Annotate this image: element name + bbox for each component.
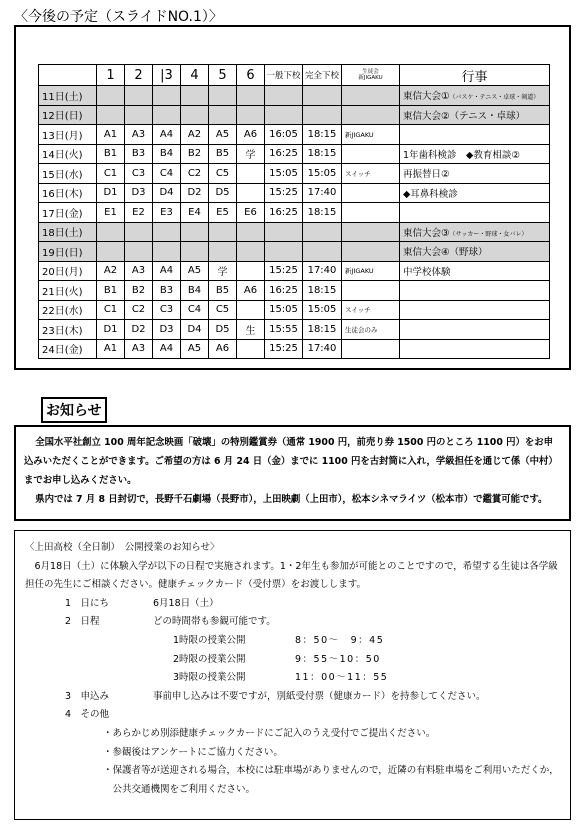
student-council-cell	[342, 242, 400, 262]
period-cell: A3	[125, 339, 153, 359]
period-cell	[181, 86, 209, 106]
event-text: 再振替日②	[403, 169, 450, 181]
period-cell: 学	[237, 144, 265, 164]
item1-label: 1 日にち	[65, 597, 110, 609]
schedule-row	[39, 300, 550, 320]
period-cell: A3	[125, 125, 153, 145]
period-cell: D4	[181, 320, 209, 340]
day-cell: 16日(木)	[39, 183, 97, 203]
period-cell	[97, 242, 125, 262]
header-cell	[39, 65, 97, 86]
full-dismissal-cell: 17:40	[303, 183, 342, 203]
period-cell: C3	[125, 164, 153, 184]
open-class-intro: 6月18日（土）に体験入学が以下の日程で実施されます。1・2年生も参加が可能とのことですので，希望する生徒は各学級担任の先生にご相談ください。健康チェックカード（受付票）をお渡しします。	[25, 560, 558, 591]
period-cell: C2	[125, 300, 153, 320]
period-cell: C5	[209, 300, 237, 320]
period-cell: A6	[237, 281, 265, 301]
period-cell: D2	[125, 320, 153, 340]
item3-value: 事前申し込みは不要ですが，別紙受付票（健康カード）を持参してください。	[153, 690, 486, 702]
student-council-cell: 新JIGAKU	[342, 125, 400, 145]
period-cell: A1	[97, 125, 125, 145]
period-cell	[125, 222, 153, 242]
note-item: ・保護者等が送迎される場合，本校には駐車場がありませんので，近隣の有料駐車場をご利用いただくか，公共交通機関をご利用ください。	[103, 765, 559, 795]
header-cell: 6	[237, 65, 265, 86]
full-dismissal-cell: 18:15	[303, 125, 342, 145]
period-cell	[97, 105, 125, 125]
general-dismissal-cell: 15:25	[265, 183, 303, 203]
header-cell: 5	[209, 65, 237, 86]
event-subtext: （バスケ・テニス・卓球・剣道）	[449, 94, 540, 102]
period-cell: B1	[97, 281, 125, 301]
item2-value: どの時間帯も参観可能です。	[153, 616, 276, 628]
general-dismissal-cell: 15:05	[265, 164, 303, 184]
open-class-heading: 〈上田高校（全日制） 公開授業のお知らせ〉	[25, 542, 220, 553]
period-cell: 学	[209, 261, 237, 281]
period-cell	[209, 242, 237, 262]
period-cell	[209, 105, 237, 125]
period-cell: C1	[97, 164, 125, 184]
period-cell: E3	[153, 203, 181, 223]
full-dismissal-cell: 17:40	[303, 339, 342, 359]
day-cell: 11日(土)	[39, 86, 97, 106]
period-cell	[125, 242, 153, 262]
student-council-cell	[342, 144, 400, 164]
header-cell: 一般下校	[265, 65, 303, 86]
event-text: 中学校体験	[403, 266, 451, 278]
schedule-row	[39, 203, 550, 223]
general-dismissal-cell: 15:25	[265, 339, 303, 359]
full-dismissal-cell: 18:15	[303, 320, 342, 340]
period-cell	[153, 222, 181, 242]
period-time: 11：00～11：55	[295, 672, 389, 684]
open-class-box	[14, 530, 571, 820]
period-cell: A4	[153, 125, 181, 145]
day-cell: 17日(金)	[39, 203, 97, 223]
period-cell: A6	[237, 125, 265, 145]
event-subtext: （サッカー・野球・女バレ）	[449, 230, 528, 238]
period-cell: D5	[209, 183, 237, 203]
general-dismissal-cell: 15:25	[265, 261, 303, 281]
period-time: 9：55～10：50	[295, 653, 381, 665]
note-item: ・あらかじめ別添健康チェックカードにご記入のうえ受付でご提出ください。	[103, 727, 436, 739]
period-cell: D2	[181, 183, 209, 203]
period-cell: D5	[209, 320, 237, 340]
header-cell: 行事	[400, 65, 550, 86]
event-cell	[400, 261, 550, 281]
full-dismissal-cell: 15:05	[303, 164, 342, 184]
event-text: 東信大会②（テニス・卓球）	[403, 110, 526, 122]
full-dismissal-cell	[303, 86, 342, 106]
header-cell: |3	[153, 65, 181, 86]
full-dismissal-cell	[303, 242, 342, 262]
period-cell	[237, 339, 265, 359]
period-cell: E1	[97, 203, 125, 223]
period-cell	[97, 222, 125, 242]
day-cell: 20日(月)	[39, 261, 97, 281]
period-cell: A5	[209, 125, 237, 145]
period-cell: B5	[209, 281, 237, 301]
period-cell: A5	[181, 339, 209, 359]
period-cell	[237, 222, 265, 242]
period-cell: B4	[153, 144, 181, 164]
period-cell	[153, 242, 181, 262]
schedule-row	[39, 86, 550, 106]
period-cell	[153, 86, 181, 106]
student-council-cell	[342, 222, 400, 242]
full-dismissal-cell: 18:15	[303, 203, 342, 223]
schedule-row	[39, 261, 550, 281]
period-cell: B3	[153, 281, 181, 301]
period-cell: A3	[125, 261, 153, 281]
day-cell: 23日(木)	[39, 320, 97, 340]
general-dismissal-cell	[265, 86, 303, 106]
notice-paragraph-2: 県内では 7 月 8 日封切で，長野千石劇場（長野市），上田映劇（上田市），松本シネマライツ（松本市）で鑑賞可能です。	[35, 494, 548, 505]
general-dismissal-cell: 16:25	[265, 203, 303, 223]
schedule-row	[39, 144, 550, 164]
student-council-cell	[342, 339, 400, 359]
event-cell	[400, 320, 550, 340]
period-cell: C4	[153, 164, 181, 184]
event-cell	[400, 164, 550, 184]
day-cell: 22日(水)	[39, 300, 97, 320]
notice-paragraph-1: 全国水平社創立 100 周年記念映画「破壊」の特別鑑賞券（通常 1900 円，前売り券 1500 円のところ 1100 円）をお申込みいただくことができます。ご希望の方は 6 月 24 日（金）までに 1100 円を古封筒に入れ，学級担任を通じて係（中村）までお申し込みください。	[24, 437, 558, 486]
period-cell	[181, 105, 209, 125]
student-council-cell: スイッチ	[342, 164, 400, 184]
period-cell: D3	[153, 320, 181, 340]
period-cell: A6	[209, 339, 237, 359]
day-cell: 13日(月)	[39, 125, 97, 145]
header-cell: 4	[181, 65, 209, 86]
general-dismissal-cell	[265, 222, 303, 242]
period-time: 8：50～ 9：45	[295, 634, 385, 646]
general-dismissal-cell: 15:55	[265, 320, 303, 340]
full-dismissal-cell: 18:15	[303, 281, 342, 301]
schedule-title: 〈今後の予定（スライドNO.1）〉	[14, 9, 223, 25]
student-council-cell: 新JIGAKU	[342, 261, 400, 281]
full-dismissal-cell: 15:05	[303, 300, 342, 320]
student-council-cell	[342, 203, 400, 223]
schedule-row	[39, 281, 550, 301]
event-cell	[400, 86, 550, 106]
item3-label: 3 申込み	[65, 690, 110, 702]
schedule-row	[39, 105, 550, 125]
period-cell	[209, 222, 237, 242]
general-dismissal-cell: 16:25	[265, 281, 303, 301]
schedule-row	[39, 164, 550, 184]
day-cell: 14日(火)	[39, 144, 97, 164]
period-cell	[181, 222, 209, 242]
event-text: ◆耳鼻科検診	[403, 188, 458, 200]
event-cell	[400, 222, 550, 242]
student-council-cell	[342, 86, 400, 106]
period-cell: 生	[237, 320, 265, 340]
day-cell: 19日(日)	[39, 242, 97, 262]
period-cell: E4	[181, 203, 209, 223]
full-dismissal-cell	[303, 222, 342, 242]
period-cell: D1	[97, 183, 125, 203]
student-council-cell: スイッチ	[342, 300, 400, 320]
period-cell: A2	[97, 261, 125, 281]
item1-value: 6月18日（土）	[153, 597, 219, 609]
period-cell	[237, 86, 265, 106]
period-cell: B3	[125, 144, 153, 164]
period-cell	[153, 105, 181, 125]
header-cell: 生徒会 新JIGAKU	[342, 65, 400, 86]
period-cell	[181, 242, 209, 262]
schedule-row	[39, 222, 550, 242]
period-cell: E5	[209, 203, 237, 223]
period-cell: C5	[209, 164, 237, 184]
schedule-row	[39, 242, 550, 262]
period-cell: E2	[125, 203, 153, 223]
period-cell: E6	[237, 203, 265, 223]
general-dismissal-cell: 16:05	[265, 125, 303, 145]
schedule-row	[39, 339, 550, 359]
event-cell	[400, 339, 550, 359]
general-dismissal-cell	[265, 105, 303, 125]
day-cell: 24日(金)	[39, 339, 97, 359]
period-cell: A2	[181, 125, 209, 145]
period-name: 3時限の授業公開	[173, 672, 246, 684]
event-text: 東信大会①	[403, 91, 450, 103]
student-council-cell	[342, 183, 400, 203]
day-cell: 15日(水)	[39, 164, 97, 184]
full-dismissal-cell	[303, 105, 342, 125]
event-text: 東信大会③	[403, 227, 450, 239]
schedule-row	[39, 183, 550, 203]
period-cell	[237, 183, 265, 203]
event-text: 東信大会④（野球）	[403, 247, 488, 259]
general-dismissal-cell	[265, 242, 303, 262]
period-cell: B5	[209, 144, 237, 164]
period-cell: D1	[97, 320, 125, 340]
period-cell	[237, 164, 265, 184]
schedule-row	[39, 320, 550, 340]
period-cell	[237, 300, 265, 320]
period-cell: A1	[97, 339, 125, 359]
day-cell: 18日(土)	[39, 222, 97, 242]
schedule-box	[14, 25, 571, 370]
period-name: 2時限の授業公開	[173, 653, 246, 665]
period-cell: A4	[153, 339, 181, 359]
period-cell	[237, 261, 265, 281]
schedule-row	[39, 125, 550, 145]
period-cell	[97, 86, 125, 106]
event-cell	[400, 144, 550, 164]
period-cell: C3	[153, 300, 181, 320]
event-text: 1年歯科検診 ◆教育相談②	[403, 149, 520, 161]
day-cell: 21日(火)	[39, 281, 97, 301]
event-cell	[400, 281, 550, 301]
period-cell: B2	[125, 281, 153, 301]
general-dismissal-cell: 15:05	[265, 300, 303, 320]
period-name: 1時限の授業公開	[173, 634, 246, 646]
period-cell: D3	[125, 183, 153, 203]
period-cell: B4	[181, 281, 209, 301]
event-cell	[400, 203, 550, 223]
event-cell	[400, 183, 550, 203]
full-dismissal-cell: 18:15	[303, 144, 342, 164]
period-cell	[237, 105, 265, 125]
event-cell	[400, 242, 550, 262]
schedule-table	[38, 64, 550, 359]
period-cell: A4	[153, 261, 181, 281]
student-council-cell: 生徒会のみ	[342, 320, 400, 340]
full-dismissal-cell: 17:40	[303, 261, 342, 281]
period-cell: D4	[153, 183, 181, 203]
period-cell: C1	[97, 300, 125, 320]
note-item: ・参観後はアンケートにご協力ください。	[103, 746, 283, 758]
student-council-cell	[342, 105, 400, 125]
period-cell	[237, 242, 265, 262]
event-cell	[400, 125, 550, 145]
notice-box	[14, 425, 571, 521]
event-cell	[400, 105, 550, 125]
general-dismissal-cell: 16:25	[265, 144, 303, 164]
period-cell: C4	[181, 300, 209, 320]
period-cell: B1	[97, 144, 125, 164]
header-cell: 完全下校	[303, 65, 342, 86]
period-cell	[209, 86, 237, 106]
student-council-cell	[342, 281, 400, 301]
period-cell	[125, 105, 153, 125]
period-cell: A5	[181, 261, 209, 281]
item4-label: 4 その他	[65, 709, 110, 721]
notice-label: お知らせ	[41, 397, 107, 423]
event-cell	[400, 300, 550, 320]
header-cell: 2	[125, 65, 153, 86]
day-cell: 12日(日)	[39, 105, 97, 125]
header-cell: 1	[97, 65, 125, 86]
period-cell	[125, 86, 153, 106]
period-cell: B2	[181, 144, 209, 164]
item2-label: 2 日程	[65, 616, 100, 628]
period-cell: C2	[181, 164, 209, 184]
